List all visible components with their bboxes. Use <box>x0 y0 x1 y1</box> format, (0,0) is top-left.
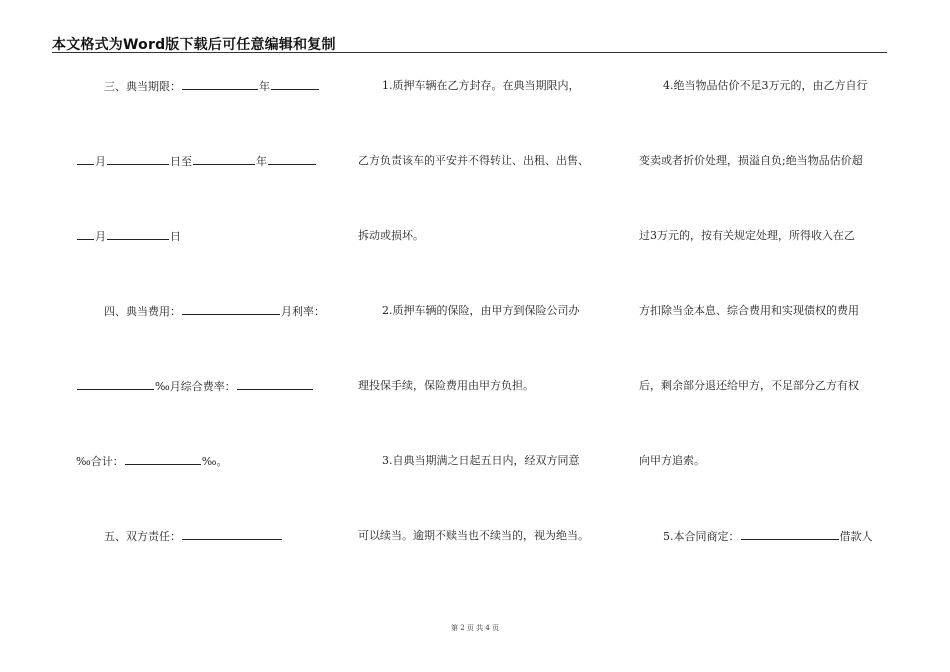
fee-blank-4 <box>125 454 201 465</box>
clause-3-line-2: 可以续当。逾期不赎当也不续当的，视为绝当。 <box>358 529 589 542</box>
duty-line <box>104 529 283 544</box>
fee-line-2: ‰月综合费率： <box>76 379 314 394</box>
term-blank-8 <box>107 229 169 240</box>
header-divider <box>52 52 887 53</box>
clause-4-line-5: 后，剩余部分退还给甲方，不足部分乙方有权 <box>639 379 859 392</box>
duty-blank <box>182 529 282 540</box>
fee-line-1: 四、典当费用： 月利率： <box>104 305 325 318</box>
term-line-1: 三、典当期限： 年 <box>104 79 320 94</box>
term-blank-3 <box>77 154 94 165</box>
clause-1-line-1: 1.质押车辆在乙方封存。在典当期限内， <box>382 79 580 92</box>
term-blank-6 <box>268 154 316 165</box>
clause-2-line-1: 2.质押车辆的保险，由甲方到保险公司办 <box>382 304 580 317</box>
clause-1-line-3: 拆动或损坏。 <box>358 229 424 242</box>
fee-blank-1 <box>182 304 280 315</box>
clause-2-line-2: 理投保手续，保险费用由甲方负担。 <box>358 379 534 392</box>
term-blank-1 <box>182 79 258 90</box>
fee-blank-2 <box>77 379 154 390</box>
term-line-2: 月 日至 年 <box>76 154 317 169</box>
duty-label: 五、双方责任： <box>104 530 181 543</box>
clause-1-line-2: 乙方负责该车的平安并不得转让、出租、出售、 <box>358 154 589 167</box>
clause-4-line-3: 过3万元的，按有关规定处理，所得收入在乙 <box>639 229 855 242</box>
clause-5-blank <box>741 529 839 540</box>
term-blank-4 <box>107 154 169 165</box>
page-number: 第 2 页 共 4 页 <box>450 624 500 632</box>
term-blank-2 <box>271 79 319 90</box>
clause-4-line-2: 变卖或者折价处理，损溢自负;绝当物品估价超 <box>639 154 863 167</box>
clause-4-line-6: 向甲方追索。 <box>639 454 705 467</box>
term-blank-7 <box>77 229 94 240</box>
term-label: 三、典当期限： <box>104 80 181 93</box>
document-header: 本文格式为Word版下载后可任意编辑和复制 <box>52 37 336 53</box>
clause-5-line: 5.本合同商定： 借款人 <box>663 530 873 543</box>
fee-line-3: ‰合计： ‰。 <box>76 455 228 468</box>
fee-label: 四、典当费用： <box>104 305 181 318</box>
clause-3-line-1: 3.自典当期满之日起五日内，经双方同意 <box>382 454 580 467</box>
fee-blank-3 <box>237 379 313 390</box>
clause-4-line-1: 4.绝当物品估价不足3万元的，由乙方自行 <box>663 79 868 92</box>
clause-4-line-4: 方扣除当金本息、综合费用和实现债权的费用 <box>639 304 859 317</box>
term-blank-5 <box>193 154 255 165</box>
term-line-3: 月 日 <box>76 229 181 244</box>
